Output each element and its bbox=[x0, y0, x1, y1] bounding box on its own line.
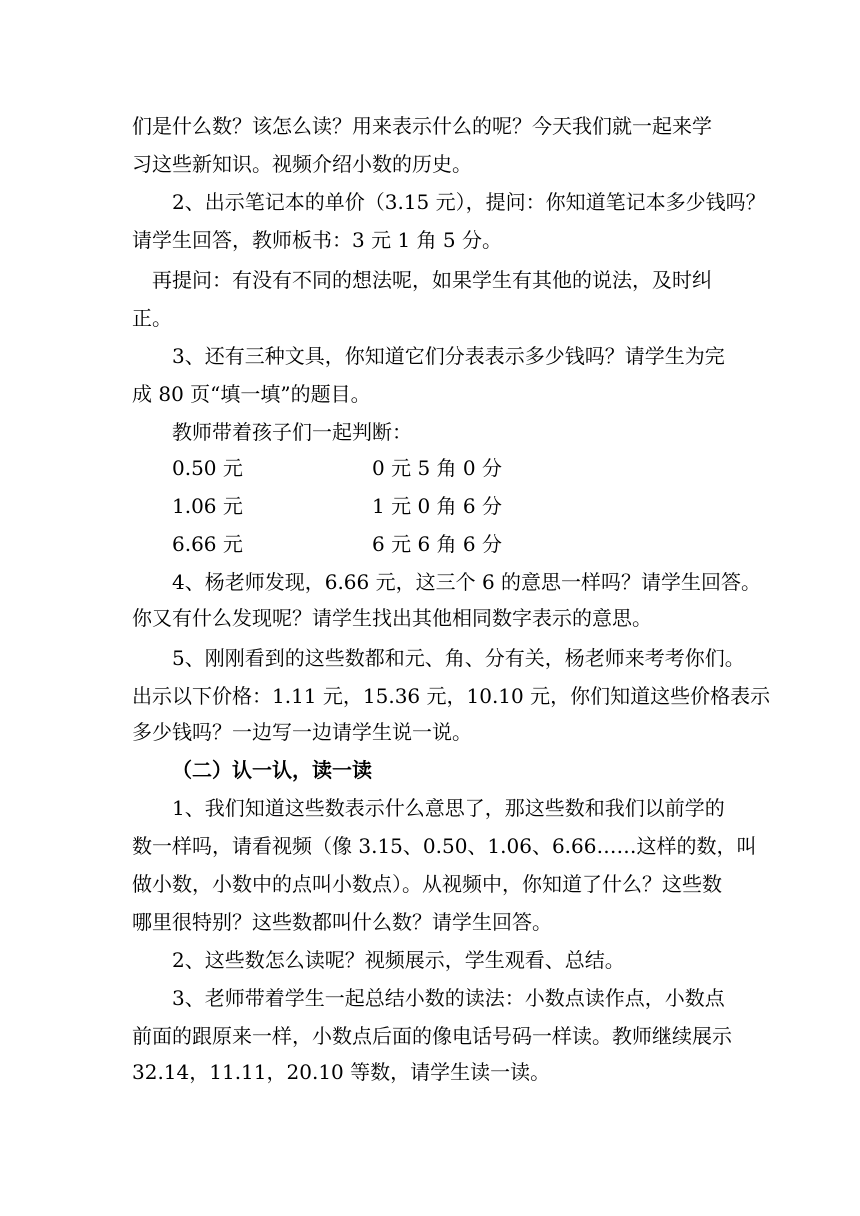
paragraph-line: 数一样吗，请看视频（像 3.15、0.50、1.06、6.66……这样的数，叫 bbox=[132, 834, 757, 858]
price-decimal: 0.50 元 bbox=[172, 456, 243, 480]
price-decimal: 6.66 元 bbox=[172, 532, 243, 556]
paragraph-line: 做小数，小数中的点叫小数点）。从视频中，你知道了什么？这些数 bbox=[132, 872, 722, 896]
paragraph-line: 5、刚刚看到的这些数都和元、角、分有关，杨老师来考考你们。 bbox=[172, 646, 745, 670]
section-heading: （二）认一认，读一读 bbox=[172, 758, 372, 782]
paragraph-line: 习这些新知识。视频介绍小数的历史。 bbox=[132, 152, 472, 176]
price-yuan-jiao-fen: 1 元 0 角 6 分 bbox=[372, 494, 502, 518]
paragraph-line: 1、我们知道这些数表示什么意思了，那这些数和我们以前学的 bbox=[172, 796, 725, 820]
paragraph-line: 再提问：有没有不同的想法呢，如果学生有其他的说法，及时纠 bbox=[152, 268, 712, 292]
price-decimal: 1.06 元 bbox=[172, 494, 243, 518]
paragraph-line: 多少钱吗？一边写一边请学生说一说。 bbox=[132, 720, 472, 744]
paragraph-line: 哪里很特别？这些数都叫什么数？请学生回答。 bbox=[132, 910, 552, 934]
paragraph-line: 2、这些数怎么读呢？视频展示，学生观看、总结。 bbox=[172, 948, 625, 972]
paragraph-line: 们是什么数？该怎么读？用来表示什么的呢？今天我们就一起来学 bbox=[132, 114, 712, 138]
paragraph-line: 你又有什么发现呢？请学生找出其他相同数字表示的意思。 bbox=[132, 606, 652, 630]
paragraph-line: 前面的跟原来一样，小数点后面的像电话号码一样读。教师继续展示 bbox=[132, 1024, 732, 1048]
paragraph-line: 3、还有三种文具，你知道它们分表表示多少钱吗？请学生为完 bbox=[172, 344, 725, 368]
price-yuan-jiao-fen: 0 元 5 角 0 分 bbox=[372, 456, 502, 480]
paragraph-line: 2、出示笔记本的单价（3.15 元），提问：你知道笔记本多少钱吗？ bbox=[172, 190, 766, 214]
paragraph-line: 3、老师带着学生一起总结小数的读法：小数点读作点，小数点 bbox=[172, 986, 725, 1010]
paragraph-line: 教师带着孩子们一起判断： bbox=[172, 420, 412, 444]
paragraph-line: 请学生回答，教师板书：3 元 1 角 5 分。 bbox=[132, 228, 502, 252]
paragraph-line: 4、杨老师发现，6.66 元，这三个 6 的意思一样吗？请学生回答。 bbox=[172, 570, 762, 594]
price-yuan-jiao-fen: 6 元 6 角 6 分 bbox=[372, 532, 502, 556]
paragraph-line: 成 80 页“填一填”的题目。 bbox=[132, 382, 371, 406]
paragraph-line: 出示以下价格：1.11 元，15.36 元，10.10 元，你们知道这些价格表示 bbox=[132, 684, 771, 708]
paragraph-line: 32.14，11.11，20.10 等数，请学生读一读。 bbox=[132, 1060, 551, 1084]
paragraph-line: 正。 bbox=[132, 306, 172, 330]
